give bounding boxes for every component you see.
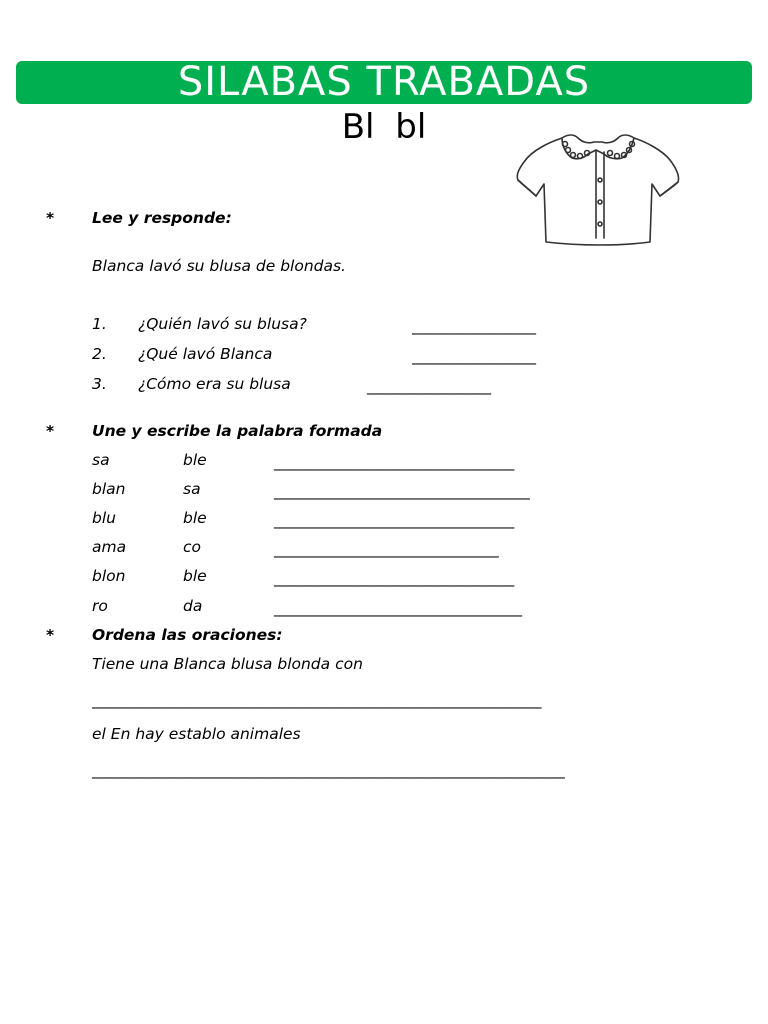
scrambled-sentence: el En hay establo animales <box>92 725 301 743</box>
syllable-b: co <box>183 538 202 556</box>
section1-bullet: * <box>46 209 55 227</box>
question-number: 2. <box>92 345 107 363</box>
word-answer-line[interactable]: _____________________________ <box>274 540 499 558</box>
syllable-a: sa <box>92 451 110 469</box>
question-text: ¿Quién lavó su blusa? <box>138 315 307 333</box>
title-banner <box>16 61 752 104</box>
syllable-b: ble <box>183 451 207 469</box>
syllable-a: ama <box>92 538 127 556</box>
syllable-b: ble <box>183 567 207 585</box>
syllable-b: ble <box>183 509 207 527</box>
word-answer-line[interactable]: _______________________________ <box>274 453 515 471</box>
scrambled-sentence: Tiene una Blanca blusa blonda con <box>92 655 363 673</box>
syllable-a: ro <box>92 597 108 615</box>
page-title: SILABAS TRABADAS <box>177 59 591 105</box>
section2-bullet: * <box>46 422 55 440</box>
syllable-b: da <box>183 597 203 615</box>
syllable-a: blon <box>92 567 126 585</box>
question-text: ¿Qué lavó Blanca <box>138 345 273 363</box>
section1-heading: Lee y responde: <box>92 209 232 227</box>
syllable-a: blu <box>92 509 116 527</box>
question-text: ¿Cómo era su blusa <box>138 375 291 393</box>
sentence-answer-line[interactable]: _____________________________________________________________ <box>92 761 565 779</box>
word-answer-line[interactable]: _________________________________ <box>274 482 530 500</box>
answer-line[interactable]: ________________ <box>412 317 536 335</box>
section2-heading: Une y escribe la palabra formada <box>92 422 383 440</box>
answer-line[interactable]: ________________ <box>412 347 536 365</box>
syllable-b: sa <box>183 480 201 498</box>
section3-heading: Ordena las oraciones: <box>92 626 283 644</box>
question-number: 1. <box>92 315 107 333</box>
question-number: 3. <box>92 375 107 393</box>
blouse-drawing-icon <box>510 120 686 250</box>
word-answer-line[interactable]: ________________________________ <box>274 599 522 617</box>
reading-sentence: Blanca lavó su blusa de blondas. <box>92 257 346 275</box>
page-subtitle: Bl bl <box>341 107 427 147</box>
syllable-a: blan <box>92 480 126 498</box>
section3-bullet: * <box>46 626 55 644</box>
answer-line[interactable]: ________________ <box>367 377 491 395</box>
sentence-answer-line[interactable]: __________________________________________________________ <box>92 691 542 709</box>
word-answer-line[interactable]: _______________________________ <box>274 511 515 529</box>
word-answer-line[interactable]: _______________________________ <box>274 569 515 587</box>
